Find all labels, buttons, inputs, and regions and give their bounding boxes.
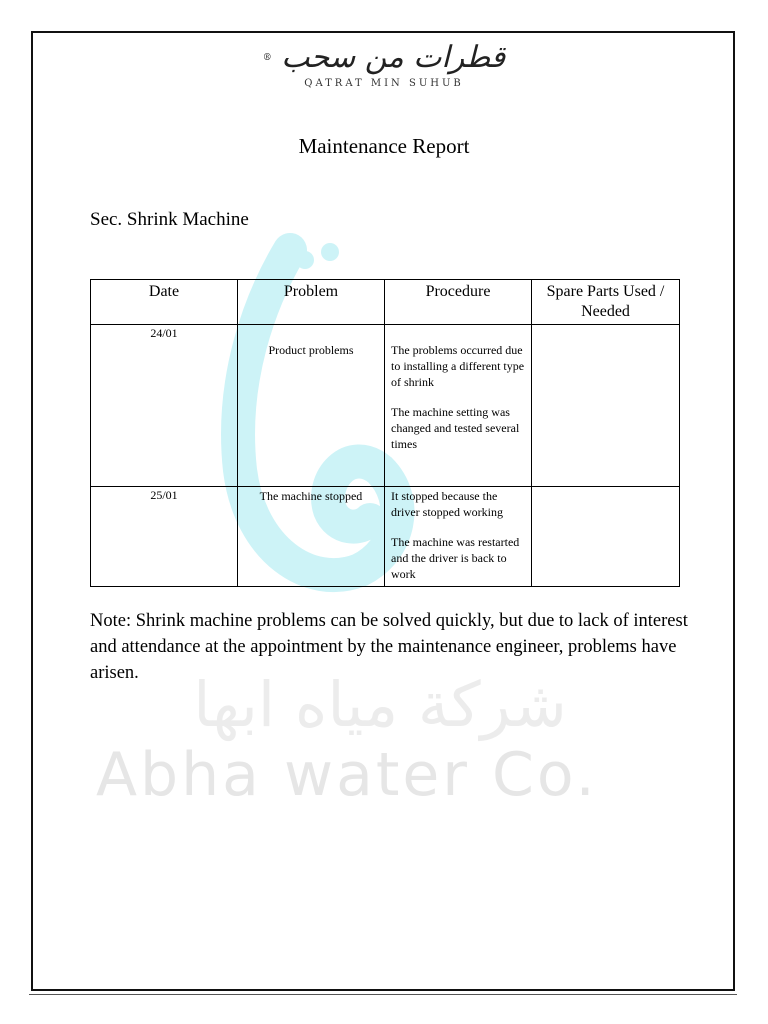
table-header-row: [91, 280, 680, 325]
procedure-text: The machine was restarted and the driver is back to work: [391, 535, 520, 581]
procedure-cell: [385, 325, 532, 487]
procedure-text: The problems occurred due to installing a different type of shrink: [391, 343, 525, 389]
problem-cell: Product problems: [238, 325, 385, 487]
spare-parts-cell: [532, 325, 680, 487]
logo-arabic-script: [234, 40, 534, 76]
procedure-cell: [385, 487, 532, 587]
table-row: [91, 325, 680, 487]
section-heading: Sec. Shrink Machine: [90, 209, 249, 230]
registered-mark: ®: [262, 53, 272, 63]
problem-cell: The machine stopped: [238, 487, 385, 587]
header-spare-parts: Spare Parts Used / Needed: [532, 280, 680, 325]
logo-arabic-text: قطرات من سحب: [281, 40, 506, 75]
header-problem: Problem: [238, 280, 385, 325]
arabic-company-watermark: شركة مياه ابها: [193, 668, 567, 741]
logo-latin-text: QATRAT MIN SUHUB: [304, 78, 464, 89]
header-procedure: Procedure: [385, 280, 532, 325]
english-company-watermark: Abha water Co.: [96, 740, 598, 810]
procedure-text: It stopped because the driver stopped working: [391, 489, 503, 519]
table-row: [91, 487, 680, 587]
company-logo: [234, 40, 534, 89]
header-date: Date: [91, 280, 238, 325]
date-cell: 25/01: [91, 487, 238, 587]
spare-parts-cell: [532, 487, 680, 587]
maintenance-table: [90, 279, 680, 587]
procedure-text: The machine setting was changed and tested several times: [391, 405, 520, 451]
note-paragraph: Note: Shrink machine problems can be solved quickly, but due to lack of interest and attendance at the appointment by the maintenance engineer, problems have arisen.: [90, 611, 688, 683]
date-cell: 24/01: [91, 325, 238, 487]
report-title: Maintenance Report: [298, 134, 470, 158]
